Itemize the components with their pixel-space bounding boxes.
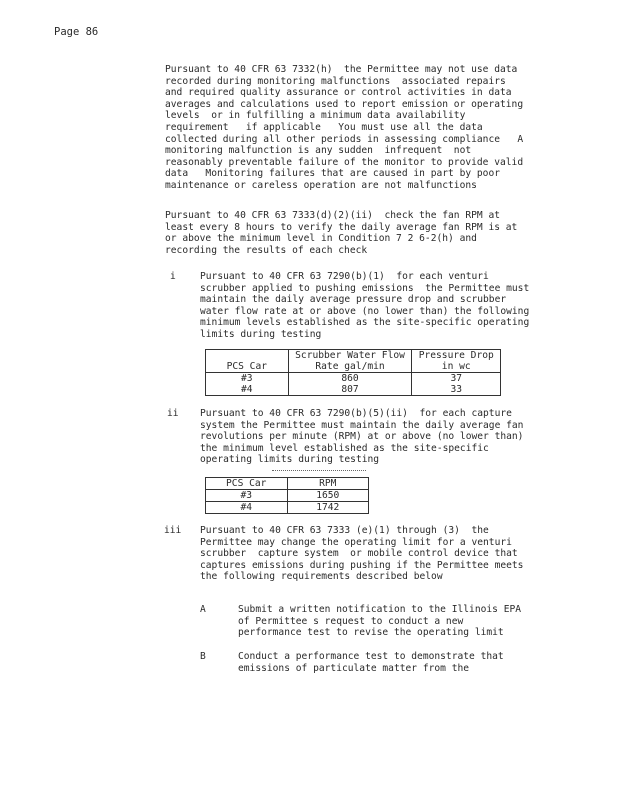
- scrubber-limits-table: [205, 349, 501, 396]
- table-header-cell: RPM: [287, 478, 369, 490]
- item-text-iii: Pursuant to 40 CFR 63 7333 (e)(1) through (3) the Permittee may change the operating limit for a venturi scrubber capture system or mobile control device that captures emissions during pushing if the Permittee meets the following requirements described below: [200, 525, 530, 583]
- table-row: [206, 502, 369, 514]
- table-header-cell: PCS Car: [206, 478, 288, 490]
- subitem-marker-b: B: [200, 651, 206, 662]
- item-marker-iii: iii: [164, 525, 182, 536]
- table-cell: #3: [241, 373, 253, 384]
- table-row: [206, 373, 501, 385]
- item-marker-ii: ii: [167, 408, 179, 419]
- fan-rpm-table: [205, 477, 369, 514]
- table-cell: 33: [412, 384, 501, 396]
- table-header-cell: Pressure Drop in wc: [412, 350, 501, 373]
- table-row: [206, 384, 501, 396]
- paragraph-malfunction-data: Pursuant to 40 CFR 63 7332(h) the Permittee may not use data recorded during monitoring malfunctions associated repairs and required quality assurance or control activities in data averages and calculations used to report emission or operating levels or in fulfilling a minimum data availability requirement if applicable You must use all the data collected during all other periods in assessing compliance A monitoring malfunction is any sudden infrequent not reasonably preventable failure of the monitor to provide valid data Monitoring failures that are caused in part by poor maintenance or careless operation are not malfunctions: [165, 64, 529, 191]
- table-header-cell: Scrubber Water Flow Rate gal/min: [288, 350, 412, 373]
- table-row: [206, 490, 369, 502]
- item-marker-i: i: [170, 271, 176, 282]
- page-number: Page 86: [54, 26, 99, 38]
- subitem-marker-a: A: [200, 604, 206, 615]
- table-cell: #4: [206, 502, 288, 514]
- table-cell: 37: [412, 373, 501, 385]
- divider: [272, 470, 366, 471]
- table-header-row: [206, 478, 369, 490]
- item-text-i: Pursuant to 40 CFR 63 7290(b)(1) for each venturi scrubber applied to pushing emissions the Permittee must maintain the daily average pressure drop and scrubber water flow rate at or above (no lower than) the following minimum levels established as the site-specific operating limits during testing: [200, 271, 536, 340]
- table-header-row: [206, 350, 501, 373]
- table-cell: 807: [288, 384, 412, 396]
- table-cell: 860: [288, 373, 412, 385]
- subitem-text-a: Submit a written notification to the Illinois EPA of Permittee s request to conduct a new performance test to revise the operating limit: [238, 604, 527, 639]
- item-text-ii: Pursuant to 40 CFR 63 7290(b)(5)(ii) for each capture system the Permittee must maintain the daily average fan revolutions per minute (RPM) at or above (no lower than) the minimum level established as the site-specific operating limits during testing: [200, 408, 530, 466]
- table-header-cell: PCS Car: [206, 350, 289, 373]
- table-cell: 1650: [287, 490, 369, 502]
- table-cell: 1742: [287, 502, 369, 514]
- paragraph-fan-rpm-check: Pursuant to 40 CFR 63 7333(d)(2)(ii) check the fan RPM at least every 8 hours to verify the daily average fan RPM is at or above the minimum level in Condition 7 2 6-2(h) and recording the results of each check: [165, 210, 524, 256]
- subitem-text-b: Conduct a performance test to demonstrate that emissions of particulate matter from the: [238, 651, 510, 674]
- table-cell: #3: [206, 490, 288, 502]
- table-cell: #4: [241, 384, 253, 395]
